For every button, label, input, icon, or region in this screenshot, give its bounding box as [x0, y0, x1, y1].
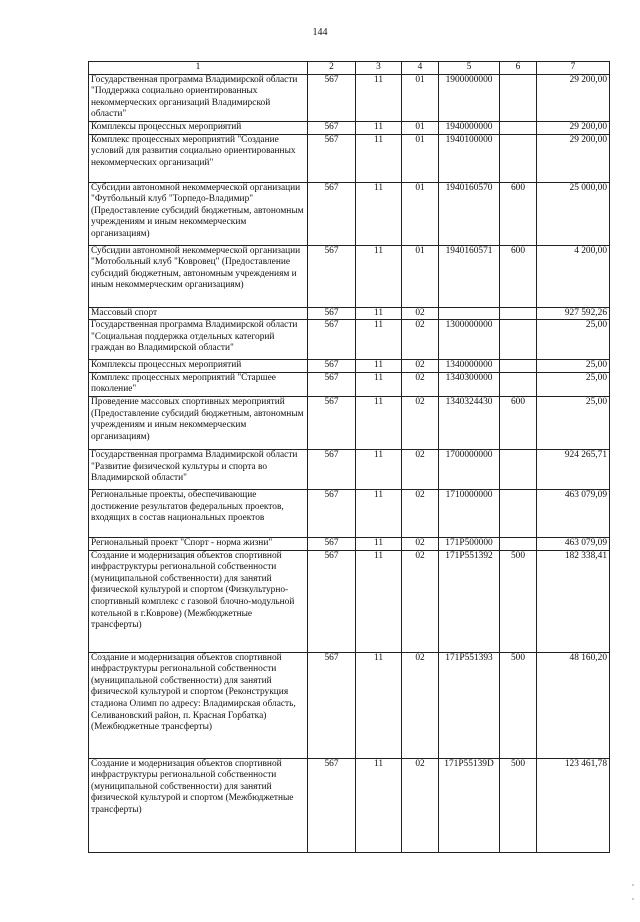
- row-target-cell: 171P500000: [439, 537, 500, 550]
- row-subsection-cell: 01: [402, 182, 439, 245]
- row-name-cell: Комплексы процессных мероприятий: [89, 360, 308, 373]
- row-section-cell: 11: [356, 360, 402, 373]
- row-subsection-cell: 02: [402, 537, 439, 550]
- row-target-cell: 1940160571: [439, 245, 500, 307]
- table-row: [89, 134, 610, 182]
- row-section-cell: 11: [356, 74, 402, 121]
- row-code-cell: 567: [308, 182, 356, 245]
- row-target-cell: 1940000000: [439, 121, 500, 134]
- row-section-cell: 11: [356, 307, 402, 320]
- row-target-cell: 1700000000: [439, 449, 500, 489]
- row-subsection-cell: 02: [402, 307, 439, 320]
- row-code-cell: 567: [308, 396, 356, 449]
- row-section-cell: 11: [356, 245, 402, 307]
- row-section-cell: 11: [356, 758, 402, 852]
- row-amount-cell: 123 461,78: [537, 758, 610, 852]
- page-number: 144: [312, 27, 328, 38]
- table-row: [89, 758, 610, 852]
- row-section-cell: 11: [356, 182, 402, 245]
- row-name-cell: Государственная программа Владимирской области "Социальная поддержка отдельных категорий граждан во Владимирской области": [89, 320, 308, 360]
- row-amount-cell: 29 200,00: [537, 134, 610, 182]
- row-name-cell: Региональный проект "Спорт - норма жизни": [89, 537, 308, 550]
- row-amount-cell: 25,00: [537, 372, 610, 396]
- row-expense-type-cell: [500, 134, 537, 182]
- row-amount-cell: 182 338,41: [537, 550, 610, 652]
- row-expense-type-cell: [500, 449, 537, 489]
- row-amount-cell: 463 079,09: [537, 537, 610, 550]
- row-target-cell: 171P551392: [439, 550, 500, 652]
- row-section-cell: 11: [356, 372, 402, 396]
- row-subsection-cell: 02: [402, 372, 439, 396]
- row-amount-cell: 927 592,26: [537, 307, 610, 320]
- row-section-cell: 11: [356, 652, 402, 758]
- row-code-cell: 567: [308, 74, 356, 121]
- row-amount-cell: 29 200,00: [537, 74, 610, 121]
- column-header-6: 6: [500, 62, 537, 75]
- row-target-cell: 1340300000: [439, 372, 500, 396]
- row-subsection-cell: 01: [402, 74, 439, 121]
- row-code-cell: 567: [308, 307, 356, 320]
- table-row: [89, 449, 610, 489]
- row-code-cell: 567: [308, 537, 356, 550]
- row-expense-type-cell: 500: [500, 652, 537, 758]
- row-target-cell: 1340000000: [439, 360, 500, 373]
- row-subsection-cell: 02: [402, 396, 439, 449]
- table-row: [89, 320, 610, 360]
- row-code-cell: 567: [308, 758, 356, 852]
- row-target-cell: 1900000000: [439, 74, 500, 121]
- row-expense-type-cell: [500, 537, 537, 550]
- row-name-cell: Создание и модернизация объектов спортивной инфраструктуры региональной собственности (муниципальной собственности) для занятий физической культурой и спортом (Физкультурно-спортивный комплекс с газовой блочно-модульной котельной в г.Коврове) (Межбюджетные трансферты): [89, 550, 308, 652]
- row-section-cell: 11: [356, 121, 402, 134]
- row-name-cell: Государственная программа Владимирской области "Поддержка социально ориентированных некоммерческих организаций Владимирской области": [89, 74, 308, 121]
- row-section-cell: 11: [356, 449, 402, 489]
- row-code-cell: 567: [308, 134, 356, 182]
- column-header-2: 2: [308, 62, 356, 75]
- row-section-cell: 11: [356, 489, 402, 537]
- row-name-cell: Комплекс процессных мероприятий "Старшее поколение": [89, 372, 308, 396]
- column-header-4: 4: [402, 62, 439, 75]
- row-target-cell: 1340324430: [439, 396, 500, 449]
- row-code-cell: 567: [308, 449, 356, 489]
- row-name-cell: Проведение массовых спортивных мероприятий (Предоставление субсидий бюджетным, автономным учреждениям и иным некоммерческим организациям): [89, 396, 308, 449]
- row-code-cell: 567: [308, 550, 356, 652]
- table-row: [89, 245, 610, 307]
- row-subsection-cell: 02: [402, 652, 439, 758]
- row-name-cell: Создание и модернизация объектов спортивной инфраструктуры региональной собственности (муниципальной собственности) для занятий физической культурой и спортом (Реконструкция стадиона Олимп по адресу: Владимирская область, Селивановский район, п. Красная Горбатка) (Межбюджетные трансферты): [89, 652, 308, 758]
- row-amount-cell: 463 079,09: [537, 489, 610, 537]
- row-expense-type-cell: 600: [500, 245, 537, 307]
- table-row: [89, 396, 610, 449]
- row-section-cell: 11: [356, 537, 402, 550]
- row-code-cell: 567: [308, 320, 356, 360]
- row-subsection-cell: 01: [402, 134, 439, 182]
- row-amount-cell: 25 000,00: [537, 182, 610, 245]
- row-amount-cell: 48 160,20: [537, 652, 610, 758]
- table-header-row: [89, 62, 610, 75]
- column-header-5: 5: [439, 62, 500, 75]
- row-subsection-cell: 02: [402, 489, 439, 537]
- row-name-cell: Государственная программа Владимирской области "Развитие физической культуры и спорта во Владимирской области": [89, 449, 308, 489]
- row-target-cell: 171P55139D: [439, 758, 500, 852]
- row-subsection-cell: 02: [402, 360, 439, 373]
- table-row: [89, 489, 610, 537]
- row-expense-type-cell: [500, 489, 537, 537]
- row-expense-type-cell: [500, 320, 537, 360]
- row-section-cell: 11: [356, 320, 402, 360]
- table-row: [89, 550, 610, 652]
- row-name-cell: Региональные проекты, обеспечивающие достижение результатов федеральных проектов, входящих в состав национальных проектов: [89, 489, 308, 537]
- row-subsection-cell: 01: [402, 121, 439, 134]
- column-header-7: 7: [537, 62, 610, 75]
- table-row: [89, 360, 610, 373]
- row-expense-type-cell: [500, 121, 537, 134]
- row-target-cell: 1940160570: [439, 182, 500, 245]
- row-amount-cell: 25,00: [537, 360, 610, 373]
- row-target-cell: 1300000000: [439, 320, 500, 360]
- row-amount-cell: 924 265,71: [537, 449, 610, 489]
- row-code-cell: 567: [308, 121, 356, 134]
- table-row: [89, 537, 610, 550]
- row-target-cell: [439, 307, 500, 320]
- row-subsection-cell: 01: [402, 245, 439, 307]
- row-code-cell: 567: [308, 489, 356, 537]
- row-expense-type-cell: 600: [500, 182, 537, 245]
- row-subsection-cell: 02: [402, 550, 439, 652]
- table-row: [89, 121, 610, 134]
- row-amount-cell: 29 200,00: [537, 121, 610, 134]
- row-amount-cell: 4 200,00: [537, 245, 610, 307]
- row-section-cell: 11: [356, 550, 402, 652]
- row-expense-type-cell: [500, 360, 537, 373]
- scan-speck: [632, 884, 634, 886]
- row-section-cell: 11: [356, 396, 402, 449]
- budget-table: [88, 61, 610, 853]
- row-target-cell: 1710000000: [439, 489, 500, 537]
- row-code-cell: 567: [308, 652, 356, 758]
- row-target-cell: 171P551393: [439, 652, 500, 758]
- scan-speck: [632, 898, 634, 900]
- table-row: [89, 372, 610, 396]
- row-name-cell: Субсидии автономной некоммерческой организации "Футбольный клуб "Торпедо-Владимир" (Предоставление субсидий бюджетным, автономным учреждениям и иным некоммерческим организациям): [89, 182, 308, 245]
- row-target-cell: 1940100000: [439, 134, 500, 182]
- row-subsection-cell: 02: [402, 320, 439, 360]
- row-name-cell: Создание и модернизация объектов спортивной инфраструктуры региональной собственности (муниципальной собственности) для занятий физической культурой и спортом (Межбюджетные трансферты): [89, 758, 308, 852]
- row-expense-type-cell: [500, 372, 537, 396]
- row-code-cell: 567: [308, 372, 356, 396]
- row-expense-type-cell: [500, 307, 537, 320]
- row-subsection-cell: 02: [402, 758, 439, 852]
- row-code-cell: 567: [308, 360, 356, 373]
- row-section-cell: 11: [356, 134, 402, 182]
- row-amount-cell: 25,00: [537, 320, 610, 360]
- column-header-3: 3: [356, 62, 402, 75]
- column-header-1: 1: [89, 62, 308, 75]
- row-name-cell: Массовый спорт: [89, 307, 308, 320]
- row-expense-type-cell: [500, 74, 537, 121]
- row-expense-type-cell: 600: [500, 396, 537, 449]
- row-amount-cell: 25,00: [537, 396, 610, 449]
- row-name-cell: Субсидии автономной некоммерческой организации "Мотобольный клуб "Ковровец" (Предоставление субсидий бюджетным, автономным учреждениям и иным некоммерческим организациям): [89, 245, 308, 307]
- row-name-cell: Комплекс процессных мероприятий "Создание условий для развития социально ориентированных некоммерческих организаций": [89, 134, 308, 182]
- table-row: [89, 74, 610, 121]
- table-row: [89, 652, 610, 758]
- row-code-cell: 567: [308, 245, 356, 307]
- table-row: [89, 307, 610, 320]
- row-expense-type-cell: 500: [500, 758, 537, 852]
- budget-table-body: [89, 62, 610, 853]
- row-subsection-cell: 02: [402, 449, 439, 489]
- table-row: [89, 182, 610, 245]
- row-expense-type-cell: 500: [500, 550, 537, 652]
- row-name-cell: Комплексы процессных мероприятий: [89, 121, 308, 134]
